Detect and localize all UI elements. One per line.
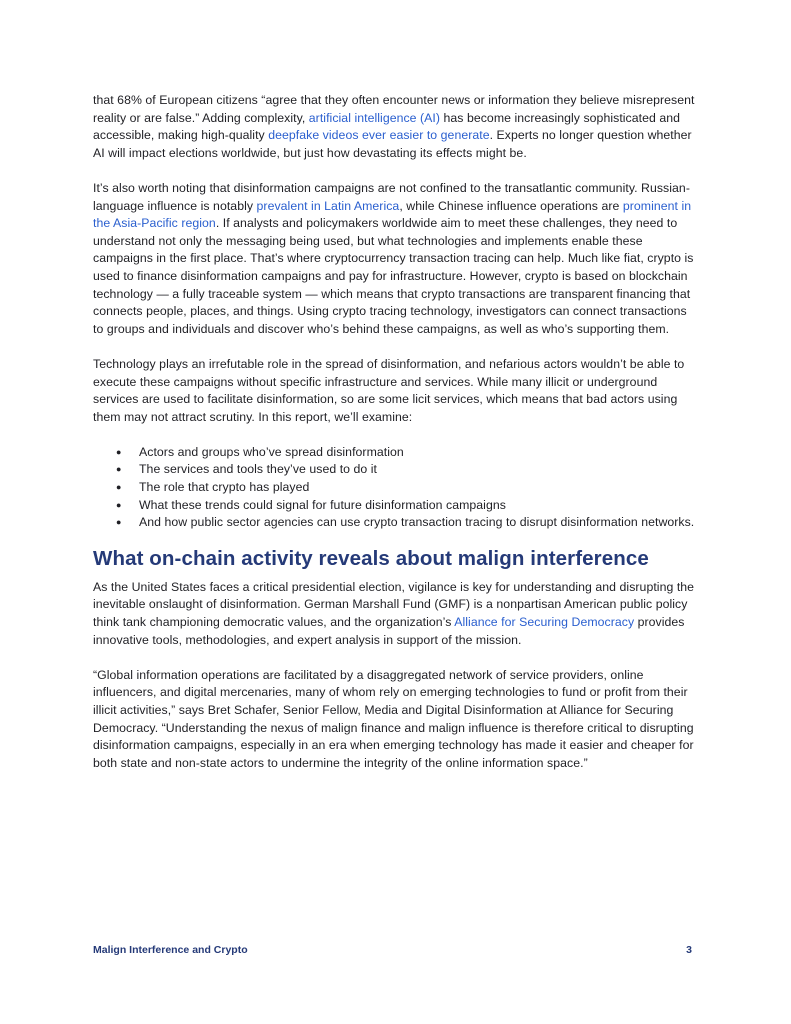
list-item-text: What these trends could signal for future disinformation campaigns xyxy=(139,497,506,512)
bullet-icon: ● xyxy=(116,499,122,510)
page-footer xyxy=(93,944,692,956)
bullet-icon: ● xyxy=(116,464,122,475)
paragraph-technology-role: Technology plays an irrefutable role in the spread of disinformation, and nefarious actors wouldn’t be able to execute these campaigns without specific infrastructure and services. While many illicit or underground services are used to facilitate disinformation, so are some licit services, which means that bad actors using them may not attract scrutiny. In this report, we’ll examine: xyxy=(93,356,685,424)
paragraph-eu-citizens xyxy=(93,92,699,162)
examine-list xyxy=(93,444,699,532)
list-item xyxy=(93,497,699,515)
paragraph-text: . Experts no longer question whether AI will impact elections worldwide, but just how devastating its effects might be. xyxy=(93,128,692,160)
section-heading: What on-chain activity reveals about malign interference xyxy=(93,546,649,570)
list-item xyxy=(93,444,699,462)
list-item-text: The role that crypto has played xyxy=(139,480,310,495)
paragraph-text: provides innovative tools, methodologies, and expert analysis in support of the mission. xyxy=(93,615,685,647)
bullet-icon: ● xyxy=(116,446,122,457)
page-number: 3 xyxy=(686,944,692,956)
paragraph-global-campaigns xyxy=(93,180,699,338)
paragraph-text: It’s also worth noting that disinformation campaigns are not confined to the transatlantic community. Russian-language influence is notably xyxy=(93,180,690,213)
paragraph-gmf xyxy=(93,579,699,649)
link-latin-america[interactable]: prevalent in Latin America xyxy=(256,198,400,213)
paragraph-text: has become increasingly sophisticated and accessible, making high-quality xyxy=(93,110,681,143)
bullet-icon: ● xyxy=(116,517,122,528)
link-alliance-for-securing-democracy[interactable]: Alliance for Securing Democracy xyxy=(454,615,635,630)
bullet-icon: ● xyxy=(116,482,122,493)
list-item-text: The services and tools they’ve used to do it xyxy=(139,462,378,477)
paragraph-text: As the United States faces a critical presidential election, vigilance is key for understanding and disrupting the inevitable onslaught of disinformation. German Marshall Fund (GMF) is a nonpartisan American public policy think tank championing democratic values, and the organization’s xyxy=(93,579,695,630)
link-artificial-intelligence[interactable]: artificial intelligence (AI) xyxy=(308,110,441,125)
list-item xyxy=(93,479,699,497)
footer-title: Malign Interference and Crypto xyxy=(93,944,248,956)
list-item-text: Actors and groups who’ve spread disinformation xyxy=(139,444,404,459)
list-item xyxy=(93,514,699,532)
paragraph-quote-schafer: “Global information operations are facilitated by a disaggregated network of service providers, online influencers, and digital mercenaries, many of whom rely on emerging technologies to fund or profit from their illicit activities,” says Bret Schafer, Senior Fellow, Media and Digital Disinformation at Alliance for Securing Democracy. “Understanding the nexus of malign finance and malign influence is therefore critical to disrupting disinformation campaigns, especially in an era when emerging technology has made it easier and cheaper for both state and non-state actors to undermine the integrity of the online information space.” xyxy=(93,667,694,770)
document-body xyxy=(93,92,699,790)
link-asia-pacific[interactable]: prominent in the Asia-Pacific region xyxy=(93,198,692,231)
paragraph-text: , while Chinese influence operations are xyxy=(399,198,623,213)
paragraph-text: that 68% of European citizens “agree that they often encounter news or information they believe misrepresent reality or are false.” Adding complexity, xyxy=(93,93,695,125)
link-deepfake-videos[interactable]: deepfake videos ever easier to generate xyxy=(268,128,490,143)
list-item xyxy=(93,461,699,479)
paragraph-text: . If analysts and policymakers worldwide aim to meet these challenges, they need to understand not only the messaging being used, but what technologies and implements enable these campaigns in the first place. That’s where cryptocurrency transaction tracing can help. Much like fiat, crypto is used to finance disinformation campaigns and pay for infrastructure. However, crypto is based on blockchain technology — a fully traceable system — which means that crypto transactions are transparent financing that connects people, places, and things. Using crypto tracing technology, investigators can connect transactions to groups and individuals and discover who’s behind these campaigns, as well as who’s supporting them. xyxy=(93,216,694,336)
list-item-text: And how public sector agencies can use crypto transaction tracing to disrupt disinformation networks. xyxy=(139,515,695,530)
